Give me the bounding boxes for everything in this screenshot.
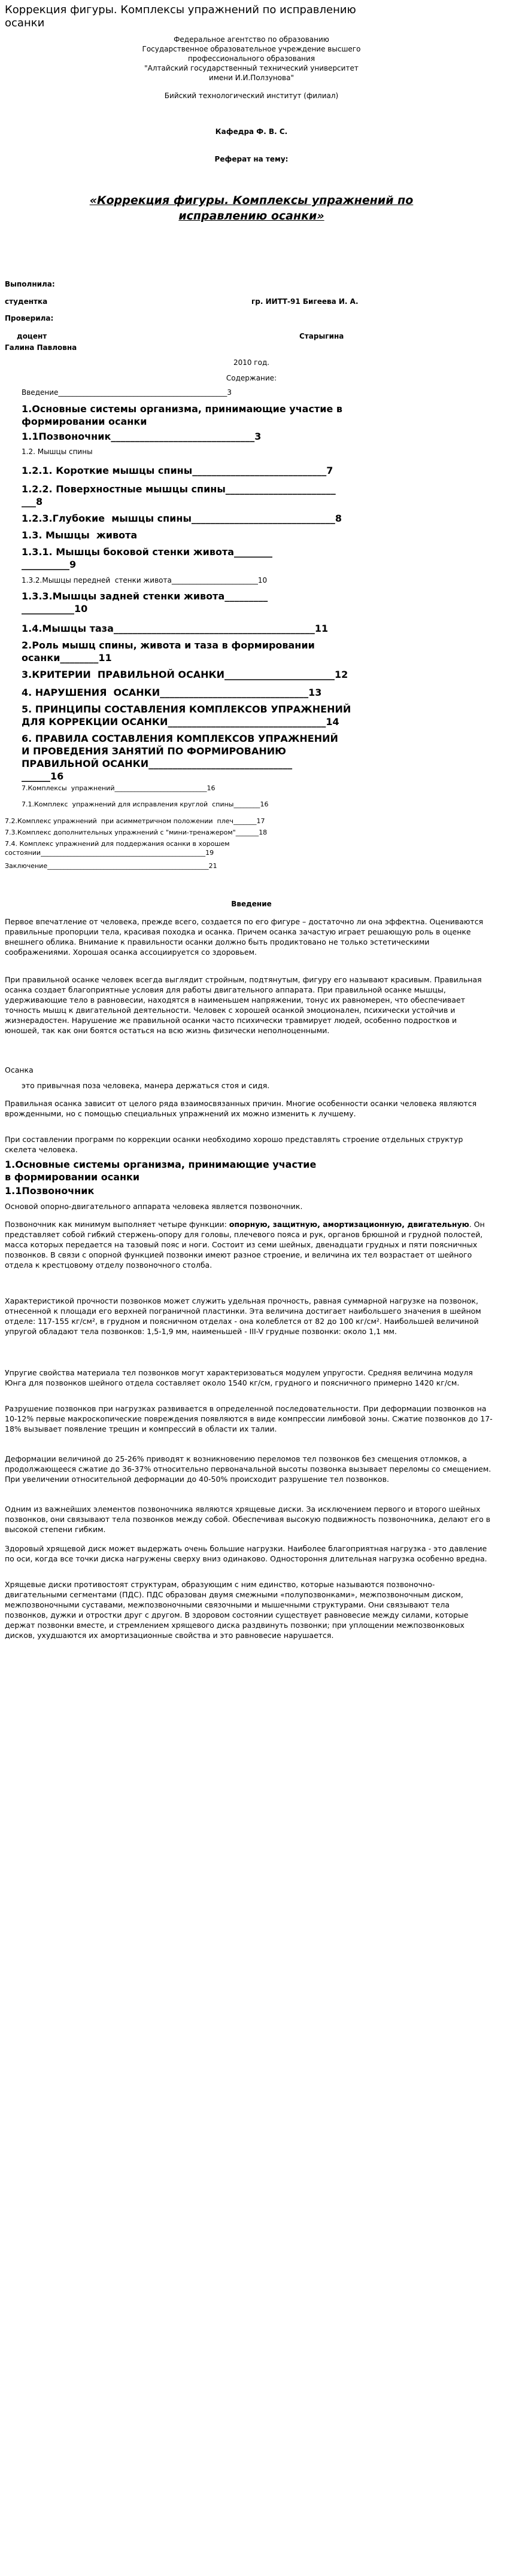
- toc-conclusion[interactable]: Заключение_________________________________________________21: [5, 862, 217, 870]
- s1-p2-part-a: Позвоночник как минимум выполняет четыре функции:: [5, 1220, 229, 1229]
- page-title-line1: Коррекция фигуры. Комплексы упражнений по исправлению: [5, 4, 356, 16]
- toc-section-1-2-2[interactable]: 1.2.2. Поверхностные мышцы спины_______________________ ___8: [22, 483, 336, 507]
- toc-title: Содержание:: [226, 374, 277, 382]
- organization: Федеральное агентство по образованию Государственное образовательное учреждение высшего профессионального образования "Алтайский государственный технический университет имени И.И.Ползунова": [142, 35, 361, 82]
- s1-paragraph-4: Упругие свойства материала тел позвонков могут характеризоваться модулем упругости. Средняя величина модуля Юнга для позвонков шейного отдела составляет около 1540 кг/см, грудного и поясничного примерно 1420 кг/см.: [5, 1368, 473, 1387]
- toc-section-7[interactable]: 7.Комплексы упражнений____________________________16: [22, 784, 215, 792]
- s1-paragraph-7: Одним из важнейших элементов позвоночника являются хрящевые диски. За исключением первого и второго шейных позвонков, они связывают тела позвонков между собой. Обеспечивая высокую подвижность позвоночника, делают его в высокой степени гибким.: [5, 1505, 491, 1534]
- section-1-1-title: 1.1Позвоночник: [5, 1185, 95, 1196]
- done-by-label: Выполнила:: [5, 280, 55, 288]
- toc-section-1-3-1[interactable]: 1.3.1. Мышцы боковой стенки живота________ __________9: [22, 546, 273, 570]
- intro-paragraph-3: Осанка: [5, 1065, 34, 1074]
- section-1-title: 1.Основные системы организма, принимающие участие в формировании осанки: [5, 1159, 317, 1183]
- toc-section-3[interactable]: 3.КРИТЕРИИ ПРАВИЛЬНОЙ ОСАНКИ_______________________12: [22, 669, 348, 680]
- docent-name: Старыгина: [299, 332, 344, 340]
- intro-paragraph-4: это привычная поза человека, манера держаться стоя и сидя.: [22, 1081, 270, 1090]
- toc-section-5[interactable]: 5. ПРИНЦИПЫ СОСТАВЛЕНИЯ КОМПЛЕКСОВ УПРАЖНЕНИЙ ДЛЯ КОРРЕКЦИИ ОСАНКИ_________________________________14: [22, 704, 351, 727]
- s1-paragraph-3: Характеристикой прочности позвонков может служить удельная прочность, равная суммарной нагрузке на позвонок, отнесенной к площади его верхней пограничной пластинки. Эта величина достигает наибольшего значения в шейном отделе: 117-155 кг/см², в грудном и поясничном отделах - она колеблется от 82 до 100 кг/см². Наибольшей величиной упругой обладают тела позвонков: 1,5-1,9 мм, наименьшей - III-V грудные позвонки: около 1,1 мм.: [5, 1296, 481, 1336]
- toc-section-1-3-3[interactable]: 1.3.3.Мышцы задней стенки живота_________ ___________10: [22, 590, 268, 614]
- docent-name-cont: Галина Павловна: [5, 343, 77, 352]
- s1-paragraph-9: Хрящевые диски противостоят структурам, образующим с ним единство, которые называются позвоночно-двигательными сегментами (ПДС). ПДС образован двумя смежными «полупозвонками», межпозвоночным диском, межпозвоночными суставами, межпозвоночными связочными и мышечными структурами. Они связывают тела позвонков, дужки и отростки друг с другом. В здоровом состоянии существует равновесие между силами, которые держат позвонки вместе, и стремлением хрящевого диска раздвинуть позвонки; при уплощении межпозвонковых дисков, ухудшаются их амортизационные свойства и это равновесие нарушается.: [5, 1580, 469, 1640]
- toc-intro[interactable]: Введение_______________________________________________3: [22, 388, 232, 397]
- department: Кафедра Ф. В. С.: [215, 127, 288, 136]
- page-title-line2: осанки: [5, 17, 45, 29]
- toc-section-1-2-3[interactable]: 1.2.3.Глубокие мышцы спины______________________________8: [22, 513, 342, 524]
- intro-title: Введение: [231, 900, 272, 908]
- institute: Бийский технологический институт (филиал): [164, 92, 339, 100]
- toc-section-6[interactable]: 6. ПРАВИЛА СОСТАВЛЕНИЯ КОМПЛЕКСОВ УПРАЖНЕНИЙ И ПРОВЕДЕНИЯ ЗАНЯТИЙ ПО ФОРМИРОВАНИЮ ПРАВИЛЬНОЙ ОСАНКИ______________________________ ______16: [22, 733, 338, 782]
- intro-paragraph-5: Правильная осанка зависит от целого ряда взаимосвязанных причин. Многие особенности осанки человека являются врожденными, но с помощью специальных упражнений их можно изменить к лучшему.: [5, 1099, 477, 1118]
- s1-paragraph-2: [5, 1219, 493, 1270]
- toc-section-1-2-1[interactable]: 1.2.1. Короткие мышцы спины____________________________7: [22, 465, 333, 476]
- report-label: Реферат на тему:: [214, 155, 289, 163]
- toc-section-2[interactable]: 2.Роль мышц спины, живота и таза в формировании осанки________11: [22, 640, 315, 663]
- year: 2010 год.: [233, 358, 270, 367]
- s1-p2-part-c: . Он представляет собой гибкий стержень-опору для головы, плечевого пояса и рук, органов брюшной и грудной полостей, масса которых передается на тазовый пояс и ноги. Состоит из семи шейных, двенадцати грудных и пяти поясничных позвонков. В связи с опорной функцией позвонки имеют разное строение, и величина их тел возрастает от шейного отдела к крестцовому отделу позвоночного столба.: [5, 1220, 485, 1269]
- intro-paragraph-1: Первое впечатление от человека, прежде всего, создается по его фигуре – достаточно ли она эффектна. Оцениваются правильные пропорции тела, красивая походка и осанка. Причем осанка зачастую играет решающую роль в оценке внешнего облика. Внимание к правильности осанки должно быть продиктовано не только эстетическими соображениями. Хорошая осанка ассоциируется со здоровьем.: [5, 917, 484, 957]
- toc-section-1-3-2[interactable]: 1.3.2.Мышцы передней стенки живота________________________10: [22, 576, 268, 584]
- toc-section-1[interactable]: 1.Основные системы организма, принимающие участие в формировании осанки: [22, 403, 342, 427]
- toc-section-7-4[interactable]: 7.4. Комплекс упражнений для поддержания осанки в хорошем состоянии__________________________________________________19: [5, 840, 230, 857]
- toc-section-1-2[interactable]: 1.2. Мышцы спины: [22, 447, 93, 456]
- student-value: гр. ИИТТ-91 Бигеева И. А.: [251, 297, 359, 306]
- intro-paragraph-6: При составлении программ по коррекции осанки необходимо хорошо представлять строение отдельных структур скелета человека.: [5, 1135, 463, 1154]
- toc-section-7-3[interactable]: 7.3.Комплекс дополнительных упражнений с "мини-тренажером"_______18: [5, 829, 268, 836]
- toc-section-1-3[interactable]: 1.3. Мышцы живота: [22, 529, 138, 541]
- toc-section-7-2[interactable]: 7.2.Комплекс упражнений при асимметричном положении плеч_______17: [5, 817, 265, 825]
- s1-paragraph-1: Основой опорно-двигательного аппарата человека является позвоночник.: [5, 1202, 303, 1211]
- s1-paragraph-5: Разрушение позвонков при нагрузках развивается в определенной последовательности. При деформации позвонков на 10-12% первые макроскопические повреждения появляются в виде компрессии лимбовой зоны. Сжатие позвонков до 17-18% вызывает появление трещин и компрессий в области их талии.: [5, 1404, 493, 1433]
- checked-by-label: Проверила:: [5, 314, 54, 322]
- intro-paragraph-2: При правильной осанке человек всегда выглядит стройным, подтянутым, фигуру его называют красивым. Правильная осанка создает благоприятные условия для работы двигательного аппарата. При правильной осанке мышцы, удерживающие тело в равновесии, находятся в наименьшем напряжении, тонус их равномерен, что обеспечивает точность мышц к двигательной деятельности. Человек с хорошей осанкой эмоционален, психически устойчив и жизнерадостен. Нарушение же правильной осанки часто психически травмирует людей, особенно подростков и юношей, так как они боятся остаться на всю жизнь физически неполноценными.: [5, 975, 482, 1035]
- toc-section-7-1[interactable]: 7.1.Комплекс упражнений для исправления круглой спины________16: [22, 800, 269, 808]
- toc-section-1-1[interactable]: 1.1Позвоночник______________________________3: [22, 431, 262, 442]
- s1-paragraph-6: Деформации величиной до 25-26% приводят к возникновению переломов тел позвонков без смещения отломков, а продолжающееся сжатие до 36-37% относительно первоначальной высоты позвонка вызывает переломы со смещением. При увеличении относительной деформации до 40-50% происходит разрушение тел позвонков.: [5, 1454, 491, 1484]
- docent-label: доцент: [17, 332, 47, 340]
- report-topic: «Коррекция фигуры. Комплексы упражнений по исправлению осанки»: [89, 194, 414, 223]
- toc-section-4[interactable]: 4. НАРУШЕНИЯ ОСАНКИ_______________________________13: [22, 687, 322, 698]
- s1-p2-functions: опорную, защитную, амортизационную, двигательную: [229, 1220, 469, 1229]
- s1-paragraph-8: Здоровый хрящевой диск может выдержать очень большие нагрузки. Наиболее благоприятная нагрузка - это давление по оси, когда все точки диска нагружены сверху вниз одинаково. Одностороння длительная нагрузка особенно вредна.: [5, 1544, 487, 1563]
- toc-section-1-4[interactable]: 1.4.Мышцы таза__________________________________________11: [22, 623, 329, 634]
- student-label: студентка: [5, 297, 48, 306]
